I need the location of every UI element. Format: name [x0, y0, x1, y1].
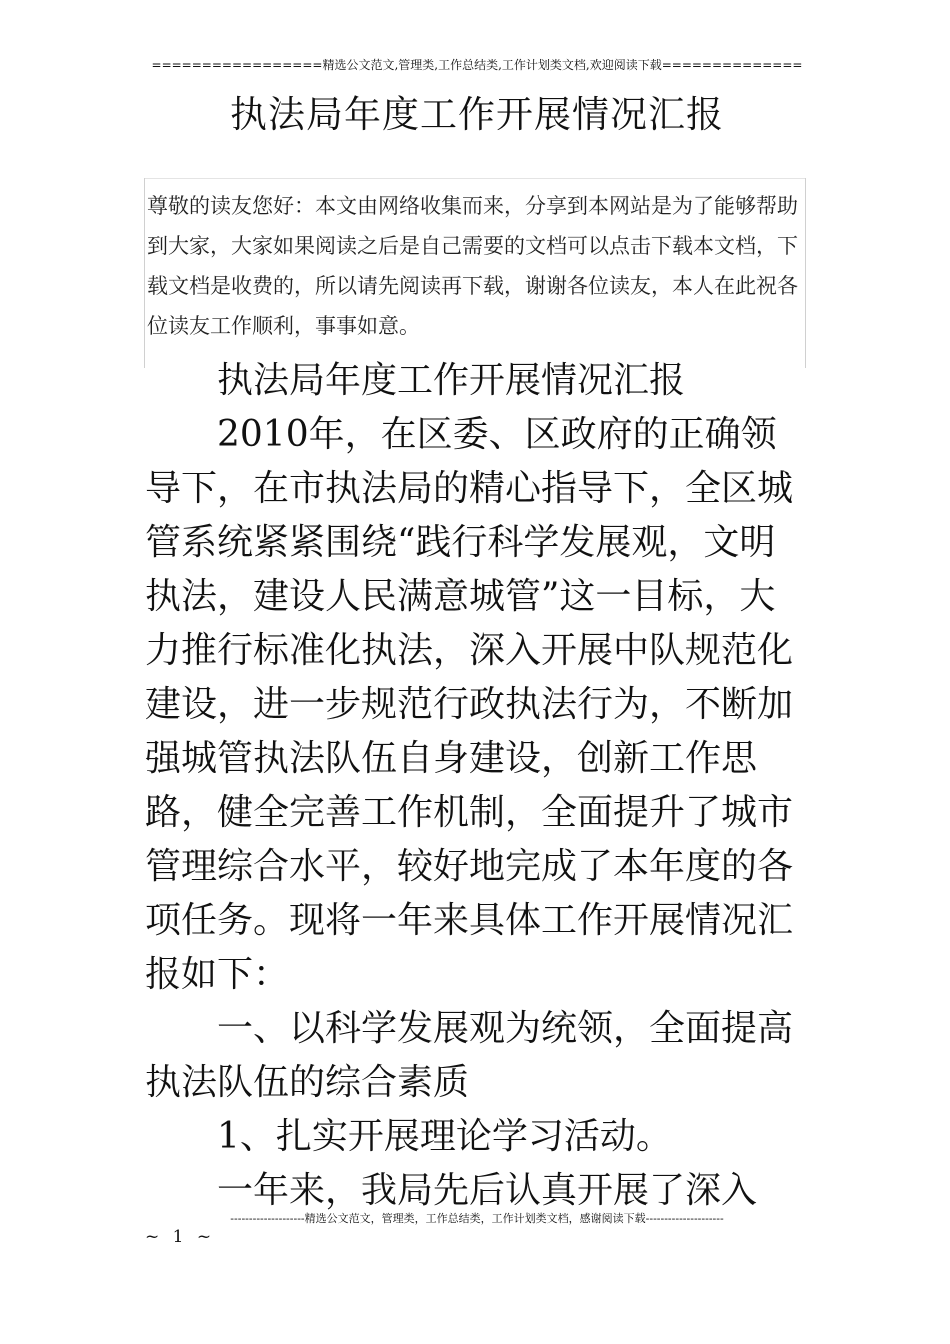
page-number: ~ 1 ~ — [145, 1227, 216, 1247]
body-paragraph-intro: 2010年，在区委、区政府的正确领导下，在市执法局的精心指导下，全区城管系统紧紧围绕“践行科学发展观，文明执法，建设人民满意城管”这一目标，大力推行标准化执法，深入开展中队规范化建设，进一步规范行政执法行为，不断加强城管执法队伍自身建设，创新工作思路，健全完善工作机制，全面提升了城市管理综合水平，较好地完成了本年度的各项任务。现将一年来具体工作开展情况汇报如下： — [145, 414, 794, 995]
subsection-heading-1: 1、扎实开展理论学习活动。 — [217, 1116, 672, 1157]
body-paragraph: 一年来，我局先后认真开展了深入 — [217, 1170, 758, 1211]
notice-divider — [145, 178, 805, 179]
document-title: 执法局年度工作开展情况汇报 — [230, 93, 724, 136]
header-banner: =================精选公文范文,管理类,工作总结类,工作计划类文档,欢迎阅读下载============== — [151, 58, 803, 72]
section-heading-1: 一、以科学发展观为统领，全面提高执法队伍的综合素质 — [145, 1008, 794, 1103]
reader-notice-text: 尊敬的读友您好：本文由网络收集而来，分享到本网站是为了能够帮助到大家，大家如果阅读之后是自己需要的文档可以点击下载本文档，下载文档是收费的，所以请先阅读再下载，谢谢各位读友，本人在此祝各位读友工作顺利，事事如意。 — [147, 194, 798, 338]
document-body — [145, 354, 809, 1218]
reader-notice-box — [144, 178, 806, 368]
body-subtitle: 执法局年度工作开展情况汇报 — [217, 360, 686, 401]
footer-banner: --------------------精选公文范文，管理类，工作总结类，工作计划类文档，感谢阅读下载--------------------- — [230, 1212, 724, 1225]
